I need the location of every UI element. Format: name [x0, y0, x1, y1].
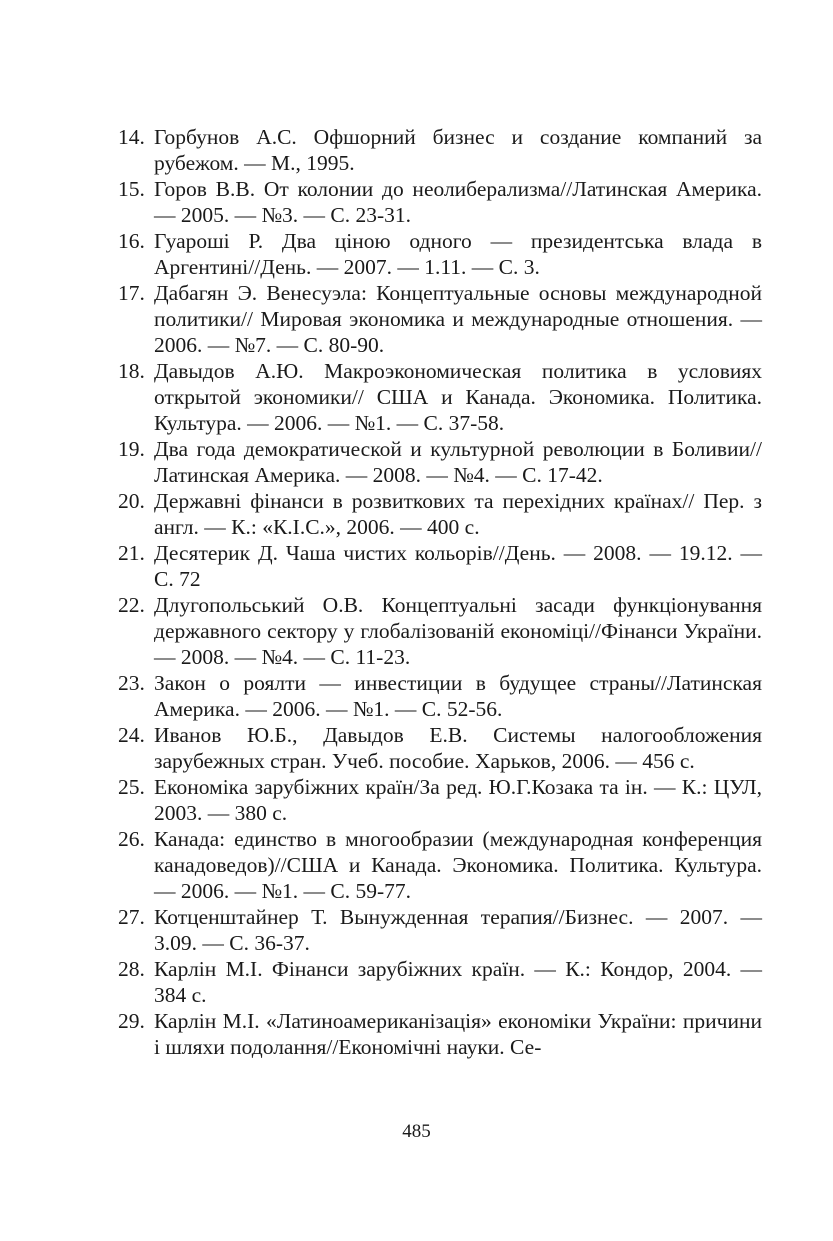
reference-text: Карлін М.І. Фінанси зарубіжних країн. — К.: Кондор, 2004. — 384 с. [154, 957, 762, 1007]
reference-item [118, 592, 762, 670]
reference-item [118, 1008, 762, 1060]
reference-number: 16. [118, 229, 145, 253]
reference-number: 27. [118, 905, 145, 929]
page-number: 485 [402, 1121, 431, 1142]
reference-text: Котценштайнер Т. Вынужденная терапия//Бизнес. — 2007. — 3.09. — С. 36-37. [154, 905, 762, 955]
reference-item [118, 124, 762, 176]
reference-text: Закон о роялти — инвестиции в будущее страны//Латинская Америка. — 2006. — №1. — С. 52-56. [154, 671, 762, 721]
reference-text: Иванов Ю.Б., Давыдов Е.В. Системы налогообложения зарубежных стран. Учеб. пособие. Харьков, 2006. — 456 с. [154, 723, 762, 773]
reference-item [118, 670, 762, 722]
reference-item [118, 176, 762, 228]
reference-item [118, 488, 762, 540]
reference-item [118, 358, 762, 436]
reference-number: 22. [118, 593, 145, 617]
reference-number: 18. [118, 359, 145, 383]
reference-text: Карлін М.І. «Латиноамериканізація» економіки України: причини і шляхи подолання//Економічні науки. Се- [154, 1009, 762, 1059]
reference-number: 24. [118, 723, 145, 747]
reference-item [118, 774, 762, 826]
reference-item [118, 540, 762, 592]
reference-number: 28. [118, 957, 145, 981]
reference-item [118, 436, 762, 488]
reference-text: Горбунов А.С. Офшорний бизнес и создание компаний за рубежом. — М., 1995. [154, 125, 762, 175]
reference-number: 25. [118, 775, 145, 799]
reference-list [118, 124, 762, 1060]
reference-item [118, 280, 762, 358]
reference-item [118, 904, 762, 956]
reference-text: Два года демократической и культурной революции в Боливии//Латинская Америка. — 2008. — №4. — С. 17-42. [154, 437, 762, 487]
reference-item [118, 722, 762, 774]
reference-text: Економіка зарубіжних країн/За ред. Ю.Г.Козака та ін. — К.: ЦУЛ, 2003. — 380 с. [154, 775, 762, 825]
reference-text: Гуароші Р. Два ціною одного — президентська влада в Аргентині//День. — 2007. — 1.11. — С. 3. [154, 229, 762, 279]
reference-text: Десятерик Д. Чаша чистих кольорів//День. — 2008. — 19.12. — С. 72 [154, 541, 762, 591]
reference-text: Дабагян Э. Венесуэла: Концептуальные основы международной политики// Мировая экономика и международные отношения. — 2006. — №7. — С. 80-90. [154, 281, 762, 357]
reference-text: Длугопольський О.В. Концептуальні засади функціонування державного сектору у глобалізованій економіці//Фінанси України. — 2008. — №4. — С. 11-23. [154, 593, 762, 669]
reference-text: Державні фінанси в розвиткових та перехідних країнах// Пер. з англ. — К.: «К.І.С.», 2006. — 400 с. [154, 489, 762, 539]
reference-number: 26. [118, 827, 145, 851]
reference-item [118, 956, 762, 1008]
reference-number: 15. [118, 177, 145, 201]
reference-text: Канада: единство в многообразии (международная конференция канадоведов)//США и Канада. Экономика. Политика. Культура. — 2006. — №1. — С. 59-77. [154, 827, 762, 903]
reference-number: 17. [118, 281, 145, 305]
reference-number: 21. [118, 541, 145, 565]
reference-item [118, 228, 762, 280]
reference-text: Горов В.В. От колонии до неолиберализма//Латинская Америка. — 2005. — №3. — С. 23-31. [154, 177, 762, 227]
reference-number: 23. [118, 671, 145, 695]
reference-text: Давыдов А.Ю. Макроэкономическая политика в условиях открытой экономики// США и Канада. Экономика. Политика. Культура. — 2006. — №1. — С. 37-58. [154, 359, 762, 435]
reference-number: 19. [118, 437, 145, 461]
reference-number: 29. [118, 1009, 145, 1033]
reference-item [118, 826, 762, 904]
reference-number: 20. [118, 489, 145, 513]
reference-number: 14. [118, 125, 145, 149]
